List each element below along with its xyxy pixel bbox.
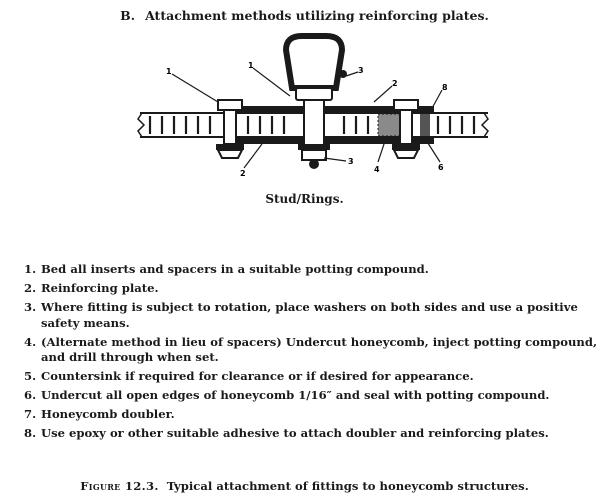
notes-list [24,262,606,445]
note-text: Bed all inserts and spacers in a suitable potting compound. [41,262,429,276]
section-heading [0,8,609,23]
figure-label: Figure 12.3. [80,479,159,493]
left-bolt [216,100,244,158]
note-number: 2. [24,280,37,295]
note-item [24,369,606,385]
note-text: Where fitting is subject to rotation, place washers on both sides and use a positive safety means. [41,299,578,330]
note-item [24,407,606,423]
callout-8: 8 [442,83,448,92]
callout-1-center: 1 [248,61,254,70]
stud-ring-attachment-diagram [120,30,500,180]
note-text: Undercut all open edges of honeycomb 1/16″ and seal with potting compound. [41,388,550,403]
callout-2-top: 2 [392,79,398,88]
note-number: 7. [24,407,37,422]
note-number: 5. [24,369,37,384]
note-text: (Alternate method in lieu of spacers) Undercut honeycomb, inject potting compound, and drill through when set. [41,334,597,365]
section-letter: B. [120,8,136,23]
note-item [24,426,606,442]
callout-1-left: 1 [166,67,172,76]
callout-4: 4 [374,165,380,174]
note-item [24,281,606,297]
note-item [24,388,606,404]
callout-2-bottom: 2 [240,169,246,178]
callout-3-bottom: 3 [348,157,354,166]
note-item [24,300,606,331]
figure-caption [0,479,609,493]
figure-caption-text: Typical attachment of fittings to honeycomb structures. [166,479,529,493]
note-text: Reinforcing plate. [41,280,159,295]
edge-seal [420,114,430,136]
callout-6: 6 [438,163,444,172]
note-text: Countersink if required for clearance or if desired for appearance. [41,369,474,384]
note-number: 6. [24,388,37,403]
callout-3-top: 3 [358,66,364,75]
stud-ring-fitting [286,36,347,169]
note-number: 4. [24,334,37,349]
figure-subcaption: Stud/Rings. [265,192,344,206]
note-number: 3. [24,299,37,314]
potting-compound [378,114,400,136]
note-number: 1. [24,262,37,276]
note-item [24,262,606,278]
note-number: 8. [24,426,37,441]
note-text: Honeycomb doubler. [41,407,175,422]
section-title: Attachment methods utilizing reinforcing plates. [145,8,489,23]
note-item [24,335,606,366]
note-text: Use epoxy or other suitable adhesive to attach doubler and reinforcing plates. [41,426,549,441]
